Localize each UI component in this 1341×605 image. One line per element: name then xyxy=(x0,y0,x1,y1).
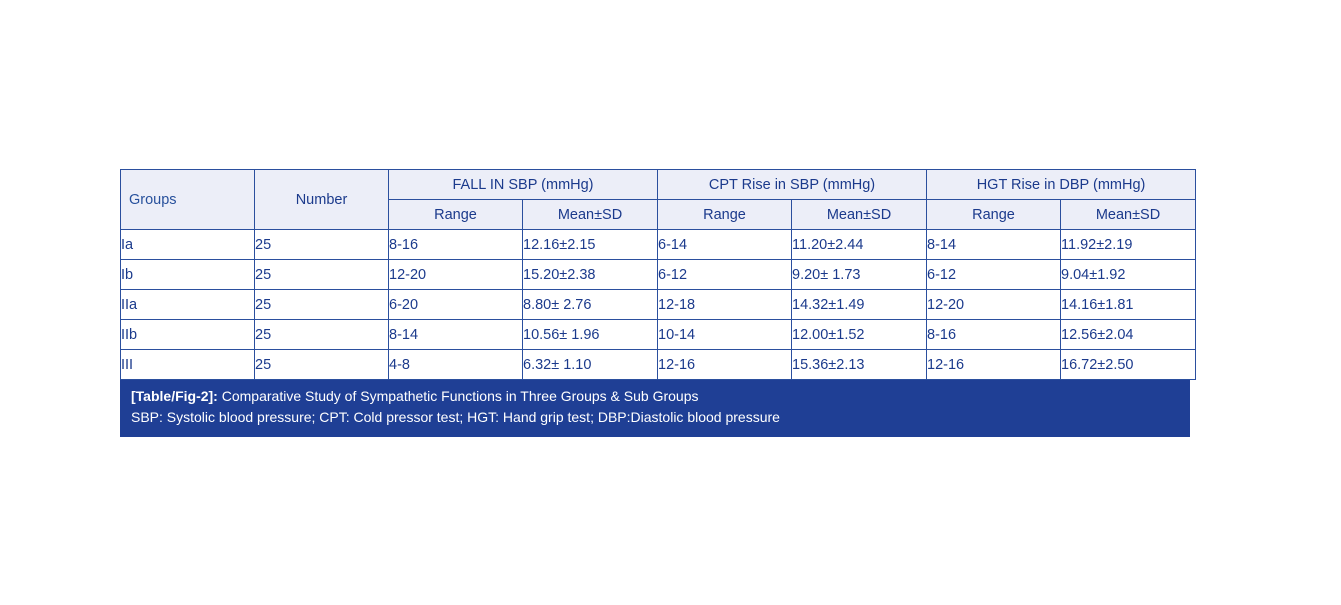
table-caption xyxy=(120,380,1190,437)
caption-label: [Table/Fig-2]: xyxy=(131,388,218,404)
cell-cpt-range: 6-14 xyxy=(658,230,792,260)
cell-fall-mean: 15.20±2.38 xyxy=(523,260,658,290)
cell-hgt-mean: 9.04±1.92 xyxy=(1061,260,1196,290)
cell-cpt-mean: 9.20± 1.73 xyxy=(792,260,927,290)
cell-number: 25 xyxy=(255,350,389,380)
cell-fall-range: 4-8 xyxy=(389,350,523,380)
table-row xyxy=(121,230,1196,260)
header-hgt-rise-in-dbp: HGT Rise in DBP (mmHg) xyxy=(927,170,1196,200)
cell-group: IIa xyxy=(121,290,255,320)
cell-fall-range: 8-16 xyxy=(389,230,523,260)
cell-hgt-range: 8-14 xyxy=(927,230,1061,260)
cell-cpt-range: 12-18 xyxy=(658,290,792,320)
cell-fall-mean: 10.56± 1.96 xyxy=(523,320,658,350)
header-cpt-rise-in-sbp: CPT Rise in SBP (mmHg) xyxy=(658,170,927,200)
cell-group: Ia xyxy=(121,230,255,260)
cell-cpt-mean: 11.20±2.44 xyxy=(792,230,927,260)
caption-title: Comparative Study of Sympathetic Functions in Three Groups & Sub Groups xyxy=(217,388,699,404)
table-container xyxy=(120,169,1190,437)
cell-hgt-mean: 12.56±2.04 xyxy=(1061,320,1196,350)
cell-cpt-range: 6-12 xyxy=(658,260,792,290)
table-row xyxy=(121,320,1196,350)
table-row xyxy=(121,350,1196,380)
cell-fall-mean: 12.16±2.15 xyxy=(523,230,658,260)
cell-fall-range: 12-20 xyxy=(389,260,523,290)
header-groups: Groups xyxy=(121,170,255,230)
sympathetic-functions-table xyxy=(120,169,1196,380)
table-row xyxy=(121,290,1196,320)
subheader-cpt-range: Range xyxy=(658,200,792,230)
subheader-hgt-mean: Mean±SD xyxy=(1061,200,1196,230)
caption-footnote: SBP: Systolic blood pressure; CPT: Cold pressor test; HGT: Hand grip test; DBP:Diastolic blood pressure xyxy=(131,409,780,425)
subheader-hgt-range: Range xyxy=(927,200,1061,230)
cell-group: IIb xyxy=(121,320,255,350)
table-row xyxy=(121,260,1196,290)
cell-cpt-range: 10-14 xyxy=(658,320,792,350)
cell-cpt-mean: 15.36±2.13 xyxy=(792,350,927,380)
cell-number: 25 xyxy=(255,290,389,320)
cell-hgt-range: 12-16 xyxy=(927,350,1061,380)
cell-cpt-mean: 12.00±1.52 xyxy=(792,320,927,350)
cell-hgt-mean: 11.92±2.19 xyxy=(1061,230,1196,260)
cell-fall-range: 6-20 xyxy=(389,290,523,320)
cell-cpt-mean: 14.32±1.49 xyxy=(792,290,927,320)
cell-hgt-range: 8-16 xyxy=(927,320,1061,350)
cell-fall-range: 8-14 xyxy=(389,320,523,350)
subheader-fall-range: Range xyxy=(389,200,523,230)
cell-hgt-mean: 14.16±1.81 xyxy=(1061,290,1196,320)
cell-fall-mean: 8.80± 2.76 xyxy=(523,290,658,320)
subheader-fall-mean: Mean±SD xyxy=(523,200,658,230)
cell-group: III xyxy=(121,350,255,380)
cell-hgt-range: 12-20 xyxy=(927,290,1061,320)
cell-number: 25 xyxy=(255,320,389,350)
cell-fall-mean: 6.32± 1.10 xyxy=(523,350,658,380)
cell-number: 25 xyxy=(255,260,389,290)
table-header-row-groups xyxy=(121,170,1196,200)
cell-number: 25 xyxy=(255,230,389,260)
table-body xyxy=(121,230,1196,380)
header-fall-in-sbp: FALL IN SBP (mmHg) xyxy=(389,170,658,200)
table-head xyxy=(121,170,1196,230)
cell-cpt-range: 12-16 xyxy=(658,350,792,380)
subheader-cpt-mean: Mean±SD xyxy=(792,200,927,230)
cell-hgt-mean: 16.72±2.50 xyxy=(1061,350,1196,380)
cell-group: Ib xyxy=(121,260,255,290)
cell-hgt-range: 6-12 xyxy=(927,260,1061,290)
header-number: Number xyxy=(255,170,389,230)
